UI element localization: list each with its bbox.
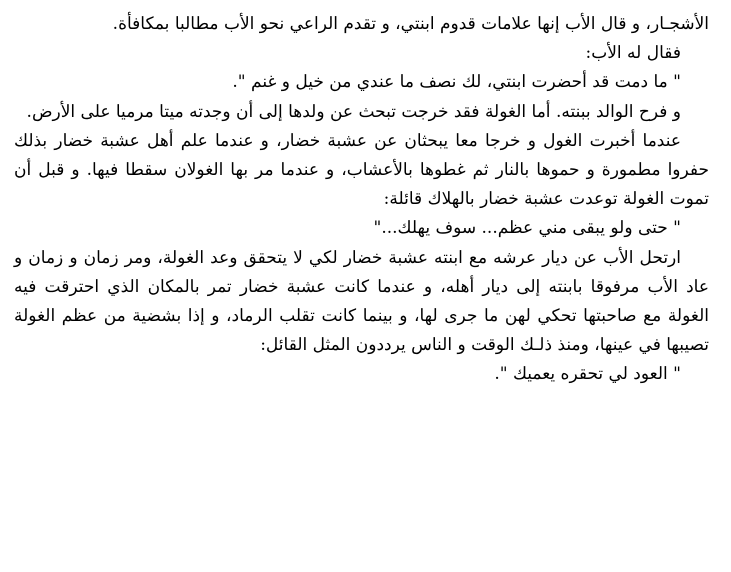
quote-proverb: " العود لي تحقره يعميك ". (494, 364, 681, 385)
paragraph-shepherd-reward: الأشجـار، و قال الأب إنها علامات قدوم ابنتي، و تقدم الراعي نحو الأب مطالبا بمكافأة. (112, 14, 709, 34)
paragraph-father-said: فقال له الأب: (585, 43, 681, 64)
quote-ogress-threat: " حتى ولو يبقى مني عظم... سوف يهلك..." (373, 218, 681, 239)
paragraph-trap: عندما أخبرت الغول و خرجا معا يبحثان عن عشبة خضار، و عندما علم أهل عشبة خضار بذلك حفروا مطمورة و حموها بالنار ثم غطوها بالأعشاب، و عندما مر بها الغولان سقطا فيها. و قبل أن تموت الغولة توعدت عشبة خضار بالهلاك قائلة: (14, 130, 709, 210)
quote-father-promise: " ما دمت قد أحضرت ابنتي، لك نصف ما عندي من خيل و غنم ". (232, 72, 681, 93)
paragraph-ogress-search: و فرح الوالد ببنته. أما الغولة فقد خرجت تبحث عن ولدها إلى أن وجدته ميتا مرميا على الأرض. (26, 101, 681, 122)
paragraph-return: ارتحل الأب عن ديار عرشه مع ابنته عشبة خضار لكي لا يتحقق وعد الغولة، ومر زمان و زمان و عاد الأب مرفوقا بابنته إلى ديار أهله، و عندما كانت عشبة خضار تمر بالمكان الذي احترقت فيه الغولة مع صاحبتها تحكي لهن ما جرى لها، و بينما كانت تقلب الرماد، و إذا بشضية من عظم الغولة تصيبها في عينها، ومنذ ذلـك الوقت و الناس يرددون المثل القائل: (14, 247, 709, 356)
